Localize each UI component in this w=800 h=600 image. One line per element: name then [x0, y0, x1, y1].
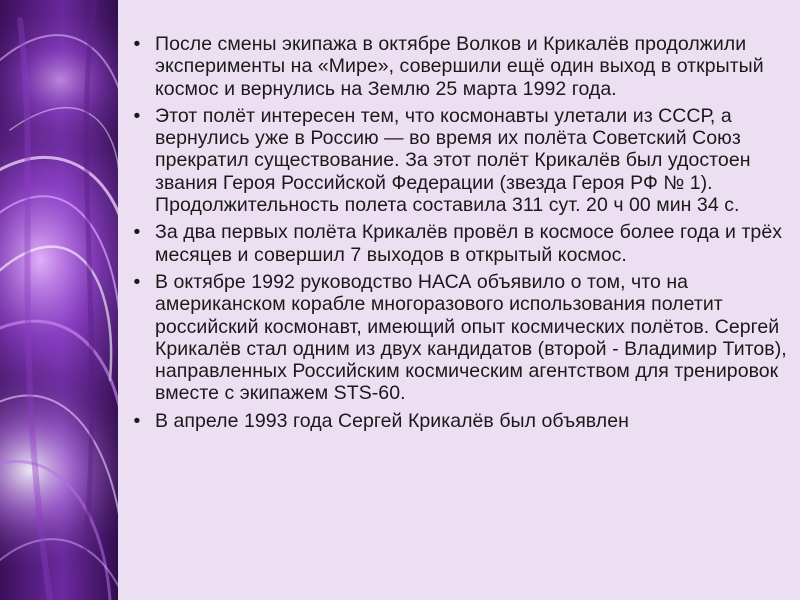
bullet-marker: •: [133, 33, 141, 55]
text-content-panel: [118, 0, 800, 600]
bullet-item: [130, 221, 790, 266]
bullet-item: [130, 271, 790, 405]
bullet-text: За два первых полёта Крикалёв провёл в космосе более года и трёх месяцев и совершил 7 выходов в открытый космос.: [155, 221, 783, 266]
bullet-item: [130, 33, 790, 100]
bullet-marker: •: [133, 221, 141, 244]
bullet-text: После смены экипажа в октябре Волков и Крикалёв продолжили эксперименты на «Мире», совершили ещё один выход в открытый космос и вернулись на Землю 25 марта 1992 года.: [155, 33, 764, 100]
bullet-text: В апреле 1993 года Сергей Крикалёв был объявлен: [155, 409, 629, 432]
bullet-text: Этот полёт интересен тем, что космонавты улетали из СССР, а вернулись уже в Россию — во время их полёта Советский Союз прекратил существование. За этот полёт Крикалёв был удостоен звания Героя Российской Федерации (звезда Героя РФ № 1). Продолжительность полета составила 311 сут. 20 ч 00 мин 34 с.: [155, 104, 751, 217]
bullet-marker: •: [133, 409, 141, 432]
bullet-marker: •: [133, 270, 141, 293]
bullet-marker: •: [133, 104, 141, 127]
bullet-item: [130, 410, 790, 432]
bullet-text: В октябре 1992 руководство НАСА объявило о том, что на американском корабле многоразового использования полетит российский космонавт, имеющий опыт космических полётов. Сергей Крикалёв стал одним из двух кандидатов (второй - Владимир Титов), направленных Российским космическим агентством для тренировок вместе с экипажем STS-60.: [155, 270, 787, 405]
bullet-list: [130, 33, 790, 437]
bullet-item: [130, 105, 790, 216]
